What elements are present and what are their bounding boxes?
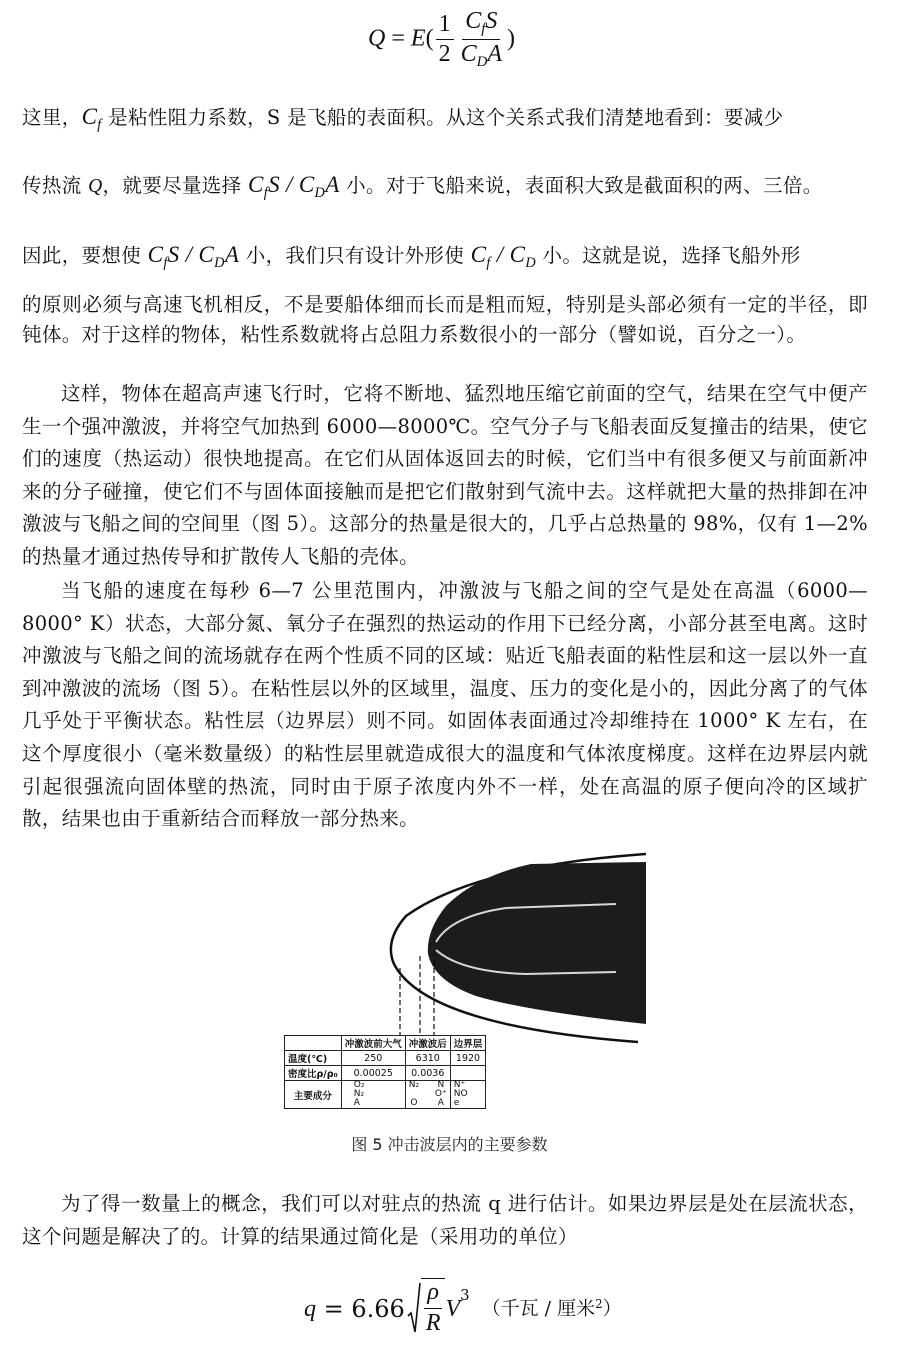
formula-stagnation-heat: q = 6.66 $\frac{\rho}{R}$ V 3 （千瓦 / 厘米$^2$） xyxy=(304,1279,622,1336)
para1-line3: 因此，要想使 $C_fS / C_DA$ 小，我们只有设计外形使 $C_f / C_D$ 小。这就是说，选择飞船外形 xyxy=(22,242,801,271)
para1-line1: 这里，$C_f$ 是粘性阻力系数，S 是飞船的表面积。从这个关系式我们清楚地看到：要减少 xyxy=(22,104,784,133)
formula-close: ) xyxy=(507,25,515,52)
fraction-half: $\frac{1}{2}$ xyxy=(436,11,454,69)
paragraph-stagnation-estimate: 为了得一数量上的概念，我们可以对驻点的热流 q 进行估计。如果边界层是处在层流状态，这个问题是解决了的。计算的结果通过简化是（采用功的单位） xyxy=(22,1192,868,1248)
formula-func: E xyxy=(410,25,426,52)
para1-rest: 的原则必须与高速飞机相反，不是要船体细而长而是粗而短，特别是头部必须有一定的半径，即钝体。对于这样的物体，粘性系数就将占总阻力系数很小的一部分（譬如说，百分之一）。 xyxy=(22,293,868,346)
para1-line2: 传热流 Q，就要尽量选择 $C_fS / C_DA$ 小。对于飞船来说，表面积大致是截面积的两、三倍。 xyxy=(22,172,823,201)
paragraph-shock-heating: 这样，物体在超高声速飞行时，它将不断地、猛烈地压缩它前面的空气，结果在空气中便产生一个强冲激波，并将空气加热到 6000—8000℃。空气分子与飞船表面反复撞击的结果，使它们的速度（热运动）很快地提高。在它们从固体返回去的时候，它们当中有很多便又与前面新冲来的分子碰撞，使它们不与固体面接触而是把它们散射到气流中去。这样就把大量的热排卸在冲激波与飞船之间的空间里（图 5）。这部分的热量是很大的，几乎占总热量的 98%，仅有 1—2%的热量才通过热传导和扩散传人飞船的壳体。 xyxy=(22,382,868,568)
col-after-shock: 冲激波后 xyxy=(405,1036,450,1051)
formula-open: ( xyxy=(425,25,434,52)
table-row: 密度比ρ/ρ₀ 0.00025 0.0036 xyxy=(285,1066,486,1081)
formula-heat-flow xyxy=(368,8,515,72)
formula-equals: = xyxy=(385,25,411,52)
fraction-cfs-cda: $\frac{C_fS}{C_DA}$ xyxy=(460,8,502,71)
col-boundary-layer: 边界层 xyxy=(450,1036,486,1051)
table-row: 主要成分 O₂ N₂ A N₂ O N O⁺ A N⁺ NO e xyxy=(285,1081,486,1109)
table-row: 温度(℃) 250 6310 1920 xyxy=(285,1051,486,1066)
fraction-rho-r: $\frac{\rho}{R}$ xyxy=(425,1279,441,1336)
formula-lhs: Q xyxy=(368,25,386,52)
table-header-row xyxy=(285,1036,486,1051)
figure-caption: 图 5 冲击波层内的主要参数 xyxy=(351,1135,548,1154)
paragraph-drag-lines xyxy=(22,100,868,350)
paragraph-flow-regions: 当飞船的速度在每秒 6—7 公里范围内，冲激波与飞船之间的空气是处在高温（6000—8000° K）状态，大部分氮、氧分子在强烈的热运动的作用下已经分离，小部分甚至电离。这时冲激波与飞船之间的流场就存在两个性质不同的区域：贴近飞船表面的粘性层和这一层以外一直到冲激波的流场（图 5）。在粘性层以外的区域里，温度、压力的变化是小的，因此分离了的气体几乎处于平衡状态。粘性层（边界层）则不同。如固体表面通过冷却维持在 1000° K 左右，在这个厚度很小（毫米数量级）的粘性层里就造成很大的温度和气体浓度梯度。这样在边界层内就引起很强流向固体壁的热流，同时由于原子浓度内外不一样，处在高温的原子便向冷的区域扩散，结果也由于重新结合而释放一部分热来。 xyxy=(22,579,868,831)
vehicle-body xyxy=(428,862,646,1024)
sqrt-sign xyxy=(407,1282,421,1336)
col-before-shock: 冲激波前大气 xyxy=(341,1036,405,1051)
shock-parameters-table xyxy=(284,1035,486,1109)
